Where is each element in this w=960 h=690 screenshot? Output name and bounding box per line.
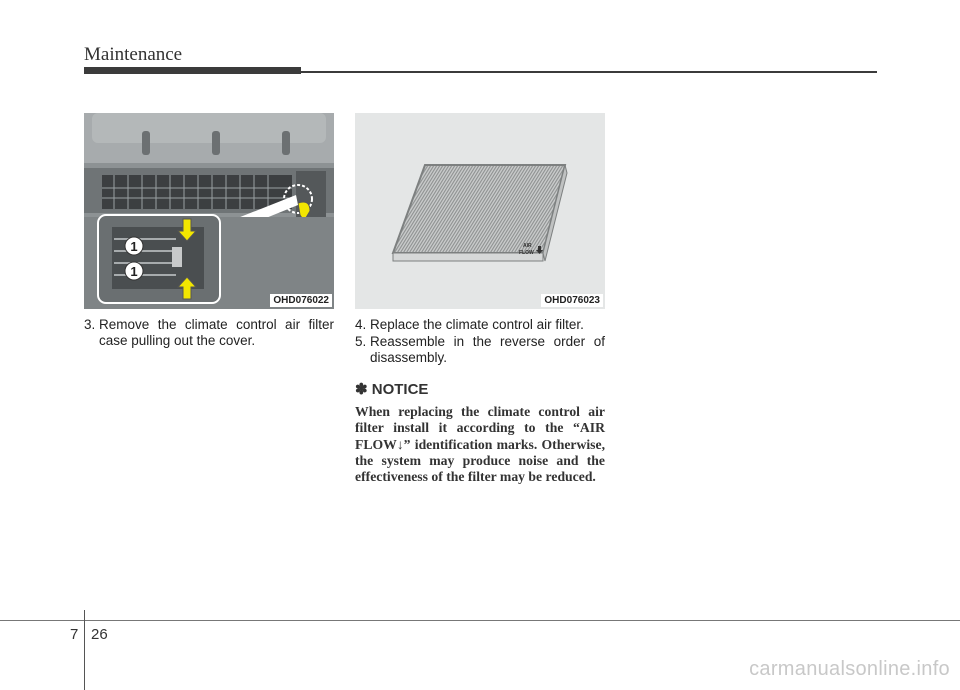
step-text: Reassemble in the reverse order of disassembly.: [370, 334, 605, 365]
figure-code: OHD076023: [541, 294, 603, 307]
down-arrow-icon: ↓: [396, 436, 404, 452]
footer-rule: [0, 620, 960, 621]
step-text: Replace the climate control air filter.: [370, 317, 584, 332]
figure-filter-cover: [84, 113, 334, 309]
header-rule-thick: [84, 67, 301, 74]
section-title: Maintenance: [84, 44, 183, 65]
chapter-number: 7: [70, 626, 79, 643]
air-filter-illustration: [355, 113, 605, 309]
page-number: 26: [91, 626, 108, 643]
step-number: 5.: [355, 334, 367, 349]
step-text: Remove the climate control air filter case pulling out the cover.: [99, 317, 334, 348]
watermark: carmanualsonline.info: [749, 658, 950, 680]
step-5: [355, 334, 605, 366]
header-rule-thin: [301, 71, 877, 73]
step-number: 3.: [84, 317, 96, 332]
notice-body: [355, 404, 605, 485]
notice-text-start: When replacing the climate control air filter install it according to the “AIR FLOW: [355, 404, 605, 452]
step-number: 4.: [355, 317, 367, 332]
notice-text-end: ” identification marks. Otherwise, the system may produce noise and the effectiveness of the filter may be reduced.: [355, 436, 605, 485]
callout-1-top: 1: [130, 239, 138, 254]
step-3: [84, 317, 334, 349]
footer-divider: [84, 610, 85, 690]
notice-title: ✽ NOTICE: [355, 381, 429, 398]
filter-label-flow: FLOW: [519, 250, 534, 256]
callout-1-bottom: 1: [130, 264, 138, 279]
figure-code: OHD076022: [270, 294, 332, 307]
filter-label-air: AIR: [523, 243, 532, 249]
filter-cover-illustration: [84, 113, 334, 309]
figure-air-filter: [355, 113, 605, 309]
step-4: [355, 317, 605, 333]
